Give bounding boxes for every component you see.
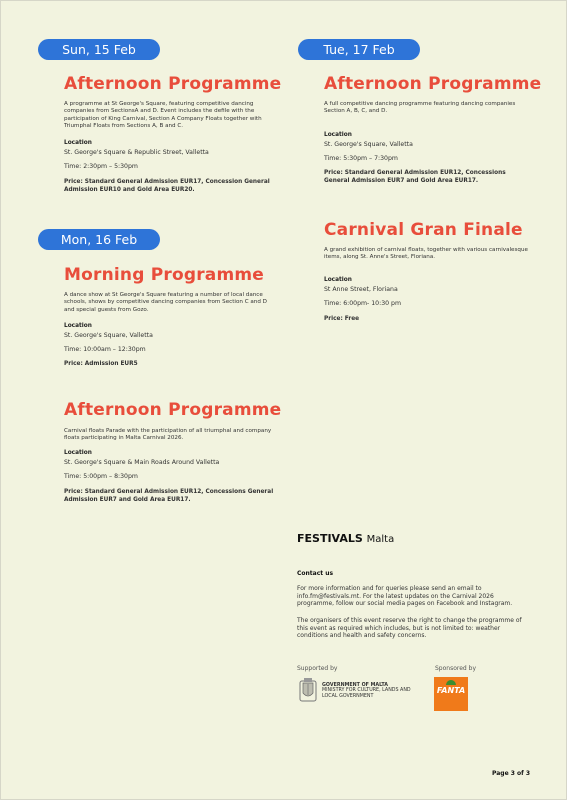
location-value: St. George's Square, Valletta (324, 141, 413, 148)
event-title: Morning Programme (64, 265, 265, 285)
event-description: A full competitive dancing programme featuring dancing companies Section A, B, C, and D. (324, 101, 516, 115)
event-price: Price: Free (324, 316, 360, 322)
contact-heading: Contact us (297, 570, 334, 577)
location-label: Location (64, 450, 92, 456)
date-pill-tue-17-feb: Tue, 17 Feb (298, 39, 420, 60)
event-price: Price: Standard General Admission EUR12, Concessions General Admission EUR7 and Gold Area EUR17. (64, 489, 274, 503)
disclaimer-text: The organisers of this event reserve the right to change the programme of this event as required which includes, but is not limited to: weather conditions and health and safety concerns. (297, 617, 522, 639)
event-title: Afternoon Programme (64, 400, 282, 420)
government-text (322, 683, 422, 699)
gov-line-2: MINISTRY FOR CULTURE, LANDS AND LOCAL GOVERNMENT (322, 688, 411, 699)
logo-main: FESTIVALS (297, 532, 363, 545)
gov-line-1: GOVERNMENT OF MALTA (322, 683, 388, 688)
sponsor-logo-text: FANTA (436, 686, 466, 695)
event-time: Time: 5:00pm – 8:30pm (64, 473, 138, 480)
event-title: Carnival Gran Finale (324, 220, 523, 240)
event-time: Time: 6:00pm- 10:30 pm (324, 300, 401, 307)
location-label: Location (324, 132, 352, 138)
logo-sub: Malta (366, 534, 395, 545)
event-description: A dance show at St George's Square featuring a number of local dance schools, shows by competitive dancing companies from Section C and D and special guests from Gozo. (64, 292, 267, 313)
event-description: Carnival floats Parade with the participation of all triumphal and company floats participating in Malta Carnival 2026. (64, 428, 272, 442)
government-crest-icon (299, 677, 317, 703)
fanta-logo-icon (434, 677, 468, 711)
supported-by-label: Supported by (297, 665, 338, 672)
location-value: St. George's Square & Main Roads Around Valletta (64, 459, 220, 466)
location-value: St Anne Street, Floriana (324, 286, 398, 293)
date-pill-sun-15-feb: Sun, 15 Feb (38, 39, 160, 60)
location-label: Location (64, 323, 92, 329)
location-label: Location (324, 277, 352, 283)
location-label: Location (64, 140, 92, 146)
event-time: Time: 2:30pm – 5:30pm (64, 163, 138, 170)
event-description: A grand exhibition of carnival floats, together with various carnivalesque items, along St. Anne's Street, Floriana. (324, 247, 528, 261)
event-price: Price: Standard General Admission EUR17, Concession General Admission EUR10 and Gold Area EUR20. (64, 179, 270, 193)
event-price: Price: Admission EUR5 (64, 361, 138, 367)
contact-text: For more information and for queries please send an email to info.fm@festivals.mt. For the latest updates on the Carnival 2026 programme, follow our social media pages on Facebook and Instagram. (297, 585, 513, 607)
fanta-leaf (446, 680, 456, 685)
event-price: Price: Standard General Admission EUR12, Concessions General Admission EUR7 and Gold Area EUR17. (324, 170, 506, 184)
event-title: Afternoon Programme (324, 74, 542, 94)
location-value: St. George's Square & Republic Street, Valletta (64, 149, 209, 156)
festivals-malta-logo (297, 532, 394, 545)
event-time: Time: 5:30pm – 7:30pm (324, 155, 398, 162)
event-time: Time: 10:00am – 12:30pm (64, 346, 146, 353)
event-title: Afternoon Programme (64, 74, 282, 94)
date-pill-mon-16-feb: Mon, 16 Feb (38, 229, 160, 250)
sponsored-by-label: Sponsored by (435, 665, 476, 672)
event-description: A programme at St George's Square, featuring competitive dancing companies from SectionsA and D. Event includes the defile with the participation of King Carnival, Section A Company Floats together with Triumphal Floats from Sections A, B and C. (64, 101, 262, 130)
page-number: Page 3 of 3 (492, 770, 530, 777)
location-value: St. George's Square, Valletta (64, 332, 153, 339)
